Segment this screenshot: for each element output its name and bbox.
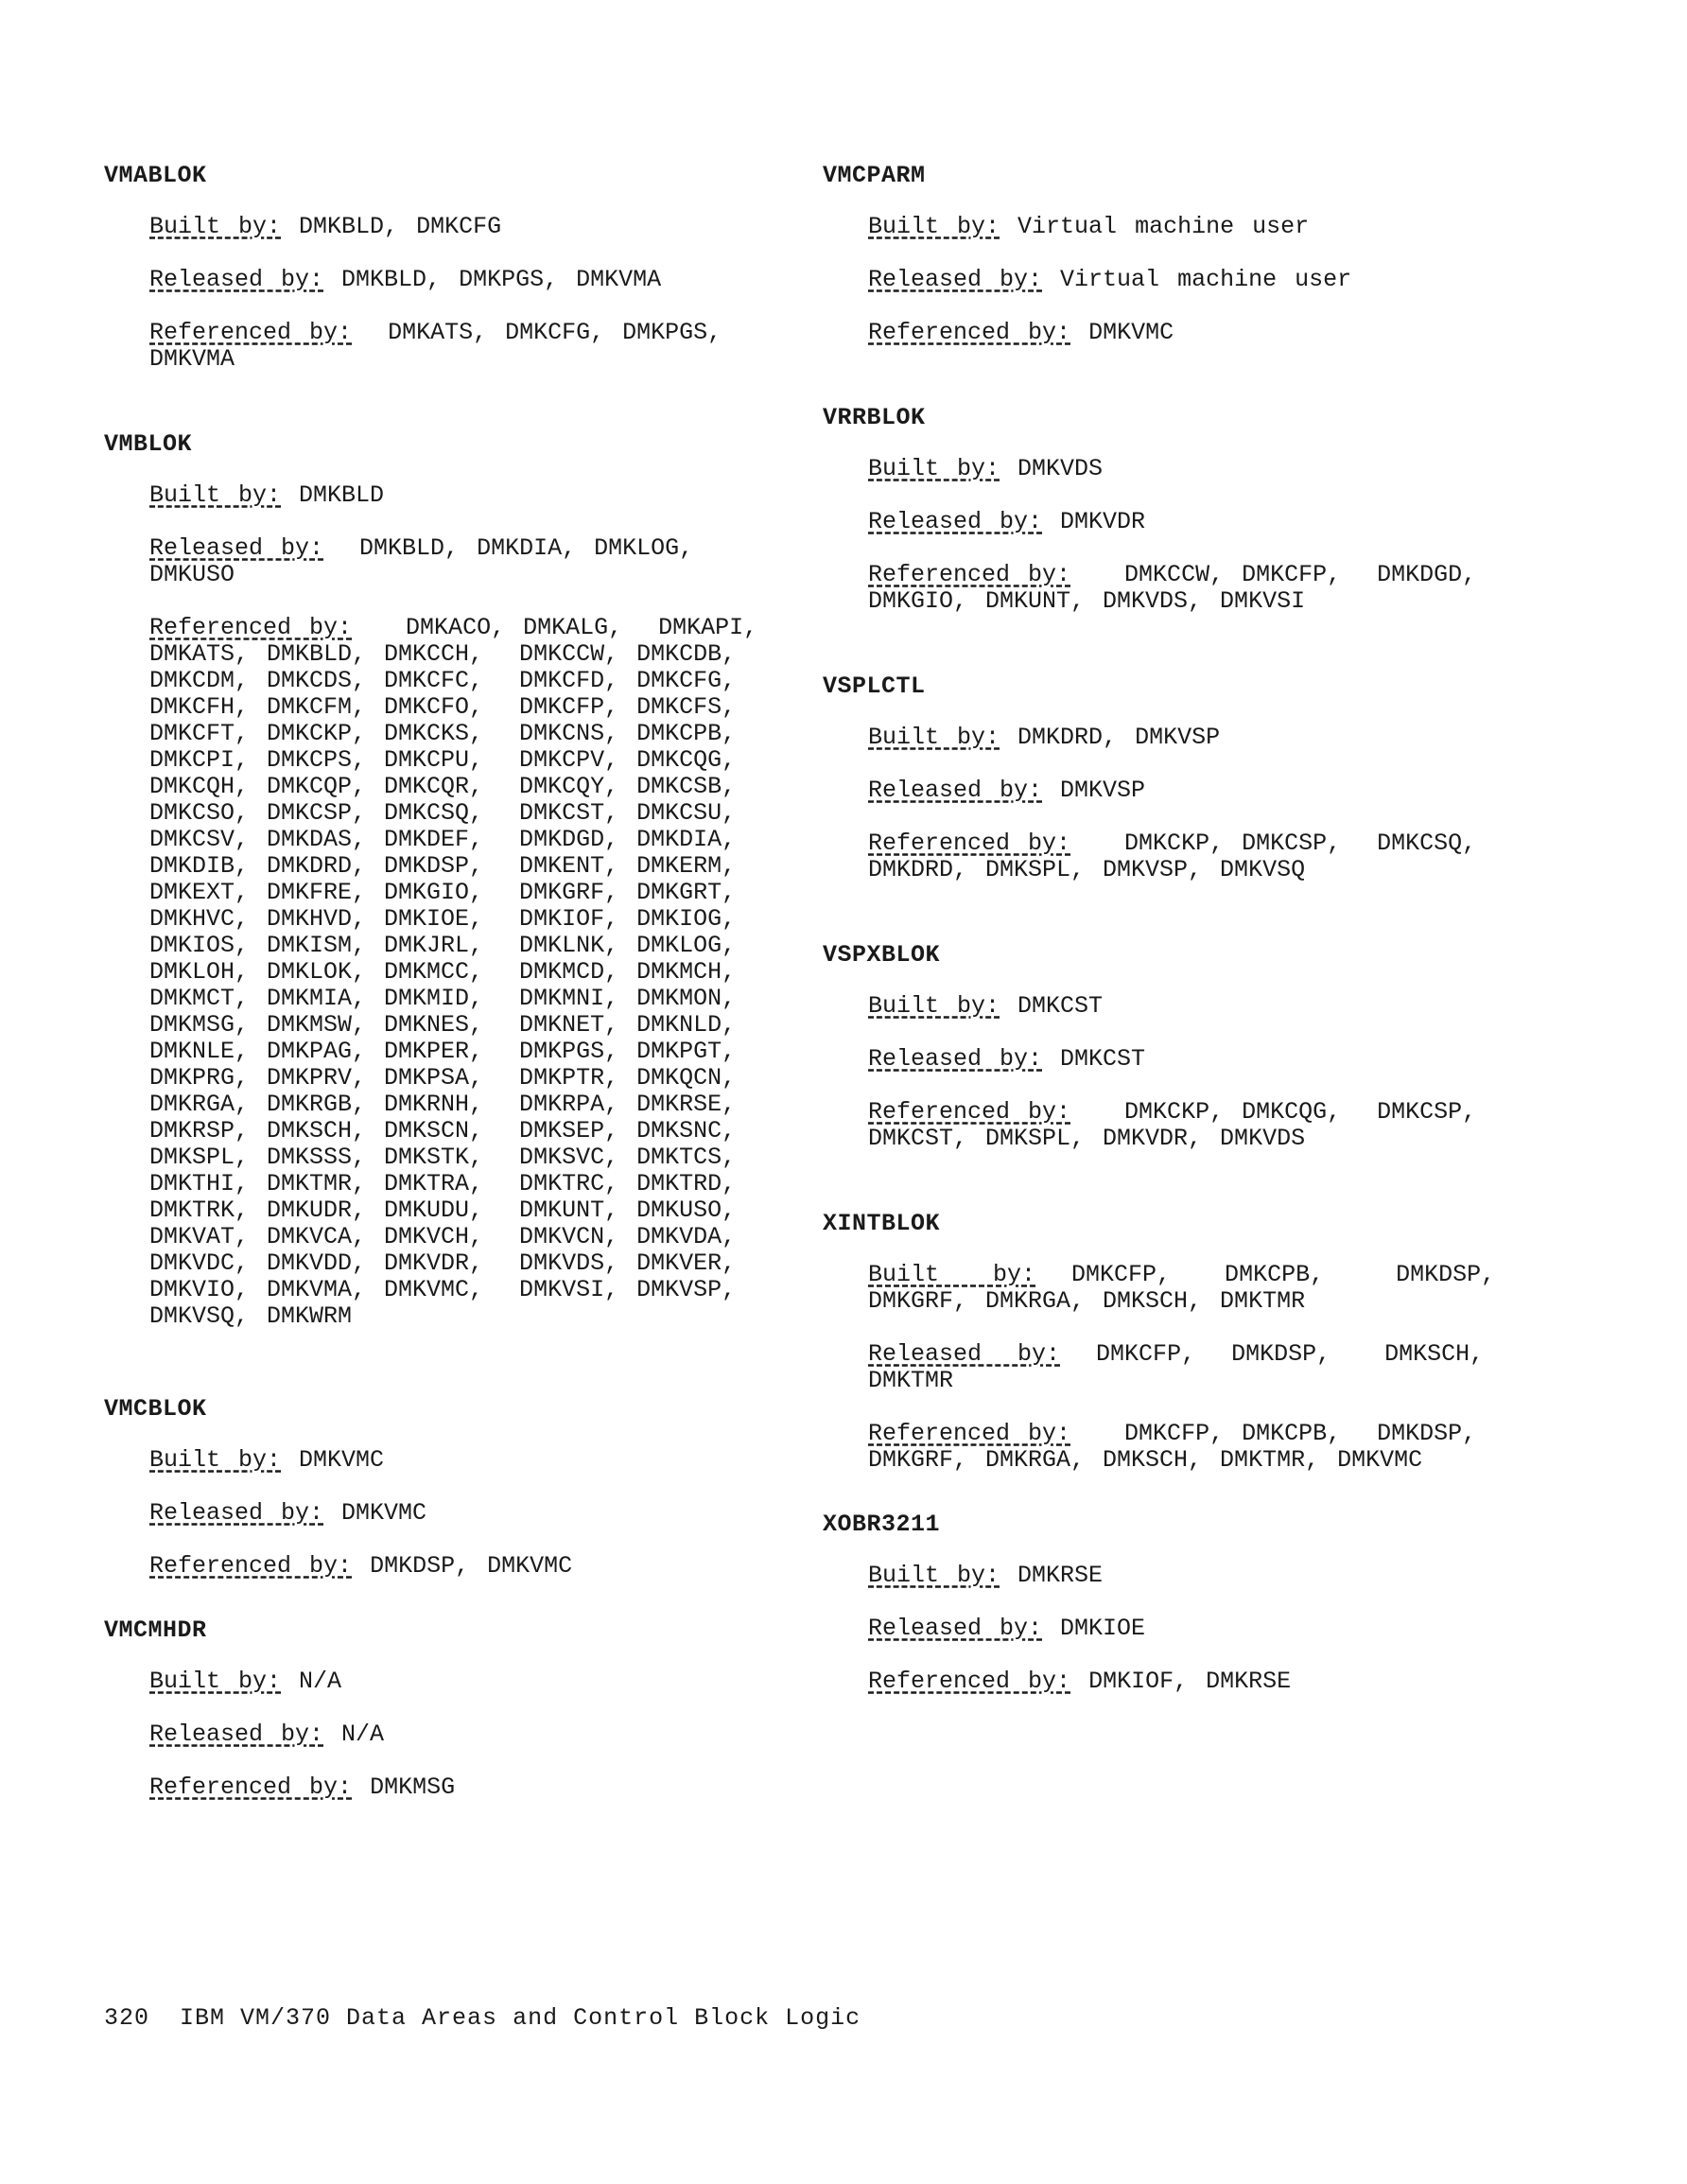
entry-name: VMBLOK xyxy=(104,430,193,458)
entry-vsplctl xyxy=(823,673,1485,883)
entry-vmcmhdr xyxy=(104,1617,766,1801)
built-by-row xyxy=(149,214,766,240)
entry-name: VMCBLOK xyxy=(104,1395,207,1423)
referenced-by-label: Referenced by: xyxy=(868,830,1071,857)
released-by-label: Released by: xyxy=(149,1721,324,1748)
built-by-label: Built by: xyxy=(149,481,282,509)
entry-name: VSPLCTL xyxy=(823,673,926,700)
referenced-by-value: DMKIOF, DMKRSE xyxy=(1088,1668,1292,1695)
released-by-label: Released by: xyxy=(149,1499,324,1527)
built-by-row xyxy=(149,1669,766,1695)
built-by-label: Built by: xyxy=(868,1562,1000,1589)
released-by-value: DMKBLD, DMKDIA, DMKLOG, DMKUSO xyxy=(149,534,694,588)
entry-body xyxy=(868,214,1485,346)
page-footer: 320 IBM VM/370 Data Areas and Control Block Logic xyxy=(104,2004,861,2032)
entry-vmblok xyxy=(104,431,766,1330)
released-by-row xyxy=(868,778,1485,804)
entry-name: VMABLOK xyxy=(104,162,207,189)
built-by-row xyxy=(868,1261,1496,1315)
built-by-label: Built by: xyxy=(149,1446,282,1474)
released-by-row xyxy=(149,1500,766,1527)
referenced-by-row xyxy=(149,320,766,373)
released-by-row xyxy=(149,267,766,293)
referenced-by-label: Referenced by: xyxy=(149,614,353,641)
entry-body xyxy=(149,1669,766,1801)
entry-body xyxy=(868,725,1485,883)
entry-name: XINTBLOK xyxy=(823,1210,941,1237)
released-by-value: DMKVDR xyxy=(1060,508,1146,535)
released-by-value: DMKCFP, DMKDSP, DMKSCH, DMKTMR xyxy=(868,1340,1485,1394)
entry-name: VMCMHDR xyxy=(104,1616,207,1644)
released-by-label: Released by: xyxy=(868,1615,1043,1642)
built-by-row xyxy=(868,214,1485,240)
built-by-label: Built by: xyxy=(868,213,1000,240)
entry-name: VSPXBLOK xyxy=(823,941,941,969)
built-by-value: DMKCFP, DMKCPB, DMKDSP, DMKGRF, DMKRGA, DMKSCH, DMKTMR xyxy=(868,1261,1496,1315)
referenced-by-label: Referenced by: xyxy=(868,1420,1071,1447)
built-by-label: Built by: xyxy=(149,213,282,240)
entry-name: VMCPARM xyxy=(823,162,926,189)
released-by-label: Released by: xyxy=(868,1340,1061,1368)
built-by-value: DMKBLD xyxy=(299,481,385,509)
released-by-value: DMKVSP xyxy=(1060,777,1146,804)
referenced-by-label: Referenced by: xyxy=(149,1773,353,1801)
released-by-row xyxy=(868,267,1485,293)
released-by-label: Released by: xyxy=(868,266,1043,293)
entry-vmcparm xyxy=(823,163,1485,346)
entry-vmcblok xyxy=(104,1396,766,1580)
right-column xyxy=(823,162,1496,1721)
released-by-label: Released by: xyxy=(868,1045,1043,1073)
referenced-by-value: DMKACO, DMKALG, DMKAPI, DMKATS, DMKBLD, DMKCCH, DMKCCW, DMKCDB, DMKCDM, DMKCDS, DMKCFC, DMKCFD, DMKCFG, DMKCFH, DMKCFM, DMKCFO, DMKCFP, DMKCFS, DMKCFT, DMKCKP, DMKCKS, DMKCNS, DMKCPB, DMKCPI, DMKCPS, DMKCPU, DMKCPV, DMKCQG, DMKCQH, DMKCQP, DMKCQR, DMKCQY, DMKCSB, DMKCSO, DMKCSP, DMKCSQ, DMKCST, DMKCSU, DMKCSV, DMKDAS, DMKDEF, DMKDGD, DMKDIA, DMKDIB, DMKDRD, DMKDSP, DMKENT, DMKERM, DMKEXT, DMKFRE, DMKGIO, DMKGRF, DMKGRT, DMKHVC, DMKHVD, DMKIOE, DMKIOF, DMKIOG, DMKIOS, DMKISM, DMKJRL, DMKLNK, DMKLOG, DMKLOH, DMKLOK, DMKMCC, DMKMCD, DMKMCH, DMKMCT, DMKMIA, DMKMID, DMKMNI, DMKMON, DMKMSG, DMKMSW, DMKNES, DMKNET, DMKNLD, DMKNLE, DMKPAG, DMKPER, DMKPGS, DMKPGT, DMKPRG, DMKPRV, DMKPSA, DMKPTR, DMKQCN, DMKRGA, DMKRGB, DMKRNH, DMKRPA, DMKRSE, DMKRSP, DMKSCH, DMKSCN, DMKSEP, DMKSNC, DMKSPL, DMKSSS, DMKSTK, DMKSVC, DMKTCS, DMKTHI, DMKTMR, DMKTRA, DMKTRC, DMKTRD, DMKTRK, DMKUDR, DMKUDU, DMKUNT, DMKUSO, DMKVAT, DMKVCA, DMKVCH, DMKVCN, DMKVDA, DMKVDC, DMKVDD, DMKVDR, DMKVDS, DMKVER, DMKVIO, DMKVMA, DMKVMC, DMKVSI, DMKVSP, DMKVSQ, DMKWRM xyxy=(149,614,758,1330)
built-by-value: N/A xyxy=(299,1668,342,1695)
released-by-value: DMKIOE xyxy=(1060,1615,1146,1642)
released-by-row xyxy=(868,1046,1485,1073)
entry-xintblok xyxy=(823,1210,1496,1474)
referenced-by-value: DMKCFP, DMKCPB, DMKDSP, DMKGRF, DMKRGA, DMKSCH, DMKTMR, DMKVMC xyxy=(868,1420,1477,1474)
referenced-by-label: Referenced by: xyxy=(868,1098,1071,1126)
built-by-value: DMKCST xyxy=(1017,992,1104,1020)
entry-body xyxy=(149,482,766,1330)
referenced-by-label: Referenced by: xyxy=(868,319,1071,346)
released-by-value: DMKCST xyxy=(1060,1045,1146,1073)
referenced-by-value: DMKDSP, DMKVMC xyxy=(370,1552,573,1580)
entry-vrrblok xyxy=(823,405,1485,615)
built-by-row xyxy=(868,1563,1485,1589)
referenced-by-label: Referenced by: xyxy=(868,1668,1071,1695)
referenced-by-row xyxy=(149,1553,766,1580)
released-by-row xyxy=(149,535,766,588)
built-by-label: Built by: xyxy=(868,992,1000,1020)
built-by-label: Built by: xyxy=(149,1668,282,1695)
released-by-value: DMKBLD, DMKPGS, DMKVMA xyxy=(341,266,662,293)
referenced-by-value: DMKCCW, DMKCFP, DMKDGD, DMKGIO, DMKUNT, DMKVDS, DMKVSI xyxy=(868,561,1477,615)
released-by-label: Released by: xyxy=(868,508,1043,535)
released-by-row xyxy=(149,1721,766,1748)
referenced-by-row xyxy=(149,1774,766,1801)
entry-name: VRRBLOK xyxy=(823,404,926,431)
released-by-label: Released by: xyxy=(868,777,1043,804)
released-by-value: N/A xyxy=(341,1721,385,1748)
entry-name: XOBR3211 xyxy=(823,1511,941,1538)
built-by-label: Built by: xyxy=(868,455,1000,482)
entry-vmablok xyxy=(104,163,766,373)
released-by-value: Virtual machine user xyxy=(1060,266,1352,293)
referenced-by-label: Referenced by: xyxy=(868,561,1071,588)
released-by-label: Released by: xyxy=(149,534,324,562)
built-by-label: Built by: xyxy=(868,724,1000,751)
built-by-value: DMKBLD, DMKCFG xyxy=(299,213,502,240)
built-by-value: DMKRSE xyxy=(1017,1562,1104,1589)
referenced-by-label: Referenced by: xyxy=(149,1552,353,1580)
released-by-row xyxy=(868,1341,1485,1394)
built-by-label: Built by: xyxy=(868,1261,1036,1288)
referenced-by-row xyxy=(868,562,1485,615)
entry-body xyxy=(149,214,766,373)
entry-body xyxy=(868,1563,1485,1695)
referenced-by-value: DMKVMC xyxy=(1088,319,1174,346)
referenced-by-value: DMKCKP, DMKCQG, DMKCSP, DMKCST, DMKSPL, DMKVDR, DMKVDS xyxy=(868,1098,1477,1152)
referenced-by-row xyxy=(868,1669,1485,1695)
released-by-row xyxy=(868,1616,1485,1642)
built-by-row xyxy=(868,993,1485,1020)
referenced-by-row xyxy=(149,615,766,1330)
referenced-by-label: Referenced by: xyxy=(149,319,353,346)
released-by-label: Released by: xyxy=(149,266,324,293)
released-by-row xyxy=(868,509,1485,535)
referenced-by-row xyxy=(868,320,1485,346)
entry-body xyxy=(868,993,1485,1152)
entry-body xyxy=(868,1261,1496,1474)
referenced-by-row xyxy=(868,1099,1485,1152)
built-by-value: DMKVMC xyxy=(299,1446,385,1474)
referenced-by-row xyxy=(868,830,1485,883)
left-column xyxy=(104,163,766,1827)
entry-body xyxy=(149,1447,766,1580)
entry-vspxblok xyxy=(823,942,1485,1152)
released-by-value: DMKVMC xyxy=(341,1499,427,1527)
built-by-row xyxy=(868,725,1485,751)
built-by-value: DMKDRD, DMKVSP xyxy=(1017,724,1221,751)
referenced-by-value: DMKMSG xyxy=(370,1773,456,1801)
entry-xobr3211 xyxy=(823,1511,1485,1695)
built-by-value: DMKVDS xyxy=(1017,455,1104,482)
built-by-row xyxy=(149,482,766,509)
built-by-value: Virtual machine user xyxy=(1017,213,1310,240)
referenced-by-value: DMKATS, DMKCFG, DMKPGS, DMKVMA xyxy=(149,319,722,373)
built-by-row xyxy=(149,1447,766,1474)
referenced-by-value: DMKCKP, DMKCSP, DMKCSQ, DMKDRD, DMKSPL, DMKVSP, DMKVSQ xyxy=(868,830,1477,883)
entry-body xyxy=(868,456,1485,615)
built-by-row xyxy=(868,456,1485,482)
referenced-by-row xyxy=(868,1421,1485,1474)
